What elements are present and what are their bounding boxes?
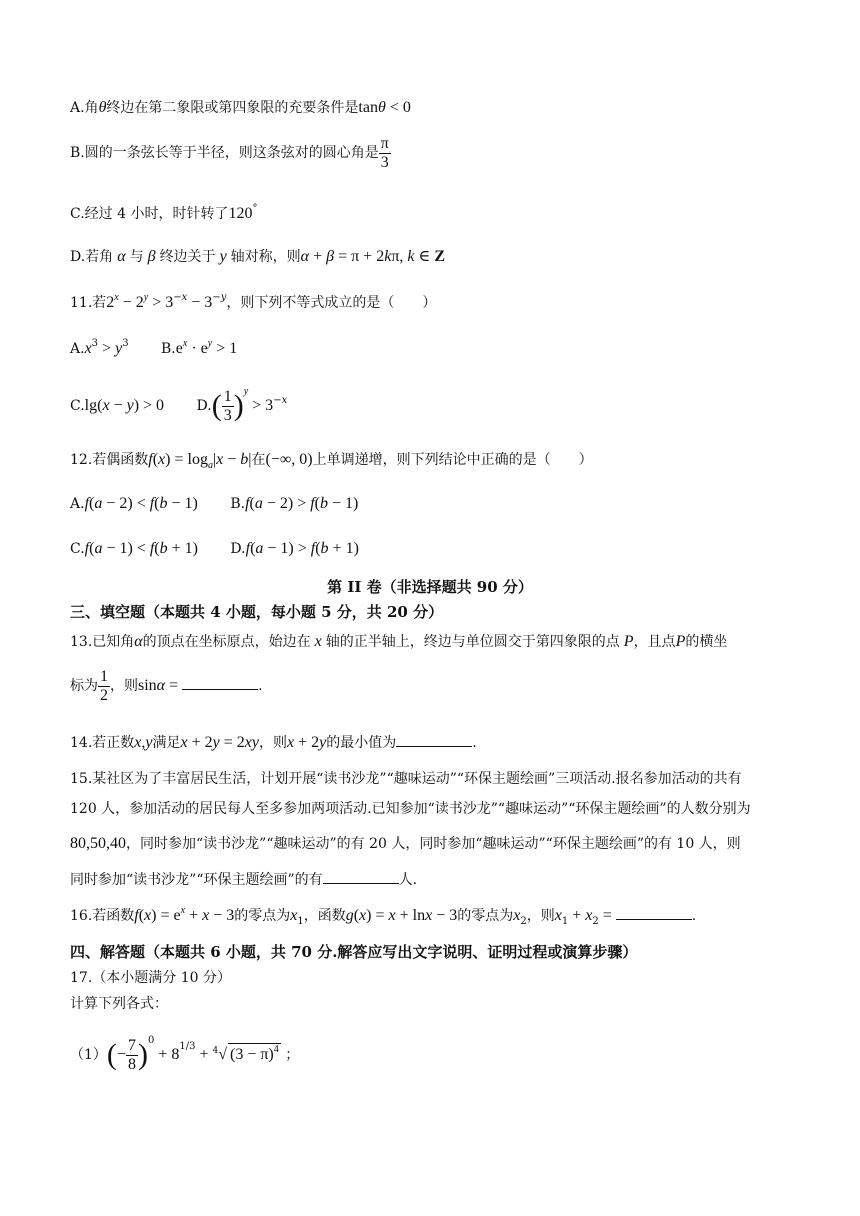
q15-line4: 同时参加“读书沙龙”“环保主题绘画”的有 人. <box>70 872 418 888</box>
q10-option-b: B.圆的一条弦长等于半径，则这条弦对的圆心角是 $\frac{\pi}{3}$ <box>70 135 389 171</box>
q16-answer-blank[interactable] <box>616 907 692 920</box>
q17-part1: （1）(− $\frac{7}{8}$ )$^0 + 8^{1/3} + ^4√$ $(3 - \pi)^4$ ； <box>70 1035 300 1073</box>
q11-options-ab: $A.x^3 > y^3$ $B.e^x \cdot e^y > 1$ <box>70 338 238 357</box>
q10-option-a: A.角θ终边在第二象限或第四象限的充要条件是tanθ < 0 <box>70 99 411 116</box>
q15-line2: 120 人，参加活动的居民每人至多参加两项活动.已知参加“读书沙龙”“趣味运动”“环保主题绘画”的人数分别为 <box>70 801 751 817</box>
q12-options-ab: A.f(a − 2) < f(b − 1) B.f(a − 2) > f(b − 1) <box>70 495 359 512</box>
q16: 16.若函数$f(x) = e^x + x - 3$的零点为$x_1$，函数g(x) = x + lnx − 3的零点为$x_2$，则$x_1 + x_2$ = . <box>70 905 697 927</box>
section4-title: 四、解答题（本题共 6 小题，共 70 分.解答应写出文字说明、证明过程或演算步骤） <box>70 943 638 961</box>
q12-stem: 12.若偶函数$f(x) = \log_a|x - b|$在(−∞, 0)上单调递增，则下列结论中正确的是（ ） <box>70 451 593 471</box>
q14-answer-blank[interactable] <box>396 734 472 747</box>
q13-line2: 标为 $\frac{1}{2}$ ，则sinα = . <box>70 668 263 704</box>
q11-stem: 11.若$2^x - 2^y > 3^{-x} - 3^{-y}$，则下列不等式成立的是（ ） <box>70 292 437 311</box>
q17-title: 17.（本小题满分 10 分） <box>70 970 231 986</box>
q17-instruction: 计算下列各式： <box>70 996 168 1012</box>
q12-options-cd: C.f(a − 1) < f(b + 1) D.f(a − 1) > f(b + 1) <box>70 540 359 557</box>
q15-line3: 80,50,40，同时参加“读书沙龙”“趣味运动”的有 20 人，同时参加“趣味运动”“环保主题绘画”的有 10 人，则 <box>70 835 741 852</box>
q13-answer-blank[interactable] <box>182 677 258 690</box>
fraction-pi-3: $\frac{\pi}{3}$ <box>380 135 389 171</box>
section3-title: 三、填空题（本题共 4 小题，每小题 5 分，共 20 分） <box>70 603 444 621</box>
part2-title: 第 II 卷（非选择题共 90 分） <box>327 578 533 596</box>
q15-answer-blank[interactable] <box>323 871 399 884</box>
q11-options-cd: C.lg(x − y) > 0 D.( $\frac{1}{3}$ )$^y > 3^{-x}$ <box>70 386 288 424</box>
q13-line1: 13.已知角α的顶点在坐标原点，始边在 x 轴的正半轴上，终边与单位圆交于第四象限的点 P，且点P的横坐 <box>70 633 728 650</box>
q15-line1: 15.某社区为了丰富居民生活，计划开展“读书沙龙”“趣味运动”“环保主题绘画”三项活动.报名参加活动的共有 <box>70 771 742 787</box>
q14: 14.若正数x,y满足x + 2y = 2xy，则x + 2y的最小值为 . <box>70 734 477 751</box>
q10-option-c: C.经过 4 小时，时针转了120° <box>70 203 258 222</box>
q10-option-d: D.若角 α 与 β 终边关于 y 轴对称，则α + β = π + 2kπ, k ∈ Z <box>70 248 446 265</box>
